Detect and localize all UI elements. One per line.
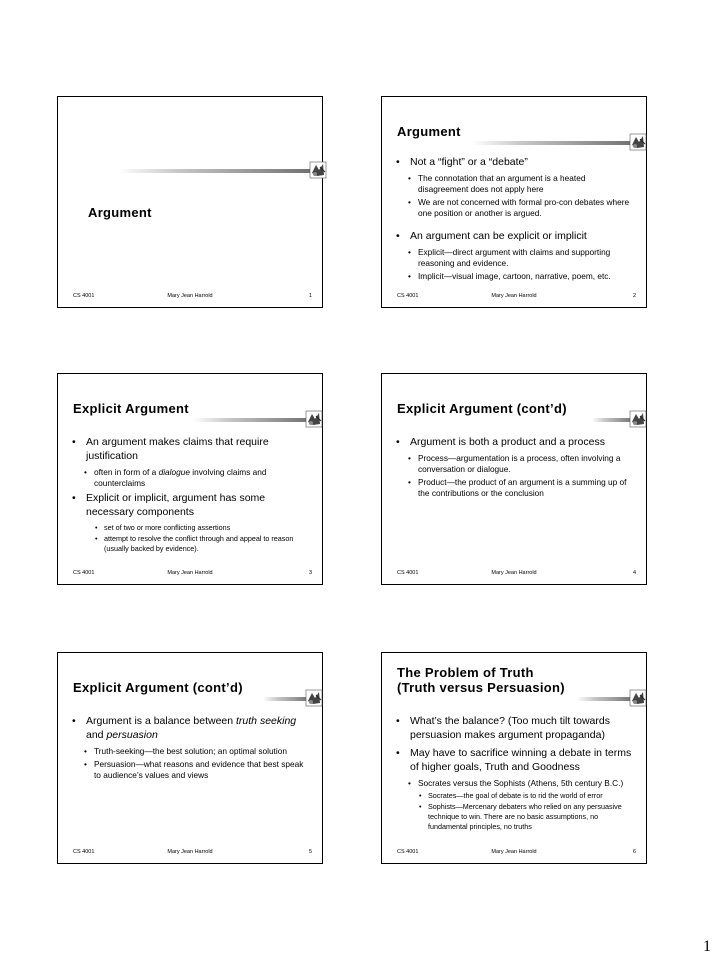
slide-2 [381, 96, 647, 308]
slide-title: Argument [397, 124, 461, 139]
page-number: 1 [703, 938, 711, 955]
slide-title: Explicit Argument [73, 401, 189, 416]
slide-logo-icon [629, 689, 647, 707]
footer-slide-number: 6 [632, 849, 636, 855]
sub-sub-bullet: • Sophists—Mercenary debaters who relied on any persuasive technique to win. There are no basic assumptions, no fundamental principles, no truths [396, 802, 636, 832]
footer-slide-number: 3 [308, 570, 312, 576]
sub-bullet: • Explicit—direct argument with claims and supporting reasoning and evidence. [396, 247, 636, 269]
slide-divider [193, 418, 310, 422]
sub-bullet: • Socrates versus the Sophists (Athens, 5th century B.C.) [396, 778, 636, 789]
bullet: • Argument is a balance between truth seeking and persuasion [72, 714, 312, 742]
slide-divider [577, 697, 634, 701]
footer-author: Mary Jean Harrold [167, 849, 213, 855]
footer-slide-number: 2 [632, 293, 636, 299]
slide-5 [57, 652, 323, 864]
slide-title: Argument [88, 205, 152, 220]
footer-course: CS 4001 [397, 293, 419, 299]
slide-body [72, 714, 312, 783]
bullet: • Not a “fight” or a “debate” [396, 155, 636, 169]
footer-author: Mary Jean Harrold [491, 570, 537, 576]
slide-title: Explicit Argument (cont’d) [397, 401, 567, 416]
slide-6 [381, 652, 647, 864]
sub-bullet: • Implicit—visual image, cartoon, narrative, poem, etc. [396, 271, 636, 282]
footer-slide-number: 1 [308, 293, 312, 299]
footer-course: CS 4001 [73, 293, 95, 299]
sub-bullet: • Persuasion—what reasons and evidence that best speak to audience’s values and views [72, 759, 312, 781]
footer-course: CS 4001 [397, 849, 419, 855]
footer-author: Mary Jean Harrold [167, 570, 213, 576]
sub-bullet: • The connotation that an argument is a heated disagreement does not apply here [396, 173, 636, 195]
slide-1 [57, 96, 323, 308]
slide-divider [592, 418, 634, 422]
slide-body [72, 435, 312, 555]
slide-divider [263, 697, 310, 701]
slide-logo-icon [629, 410, 647, 428]
bullet: • What’s the balance? (Too much tilt towards persuasion makes argument propaganda) [396, 714, 636, 742]
footer-author: Mary Jean Harrold [491, 849, 537, 855]
bullet: • Argument is both a product and a process [396, 435, 636, 449]
footer-course: CS 4001 [73, 570, 95, 576]
footer-course: CS 4001 [73, 849, 95, 855]
sub-bullet: • We are not concerned with formal pro-con debates where one position or another is argued. [396, 197, 636, 219]
footer-author: Mary Jean Harrold [167, 293, 213, 299]
bullet: • May have to sacrifice winning a debate in terms of higher goals, Truth and Goodness [396, 746, 636, 774]
slide-3 [57, 373, 323, 585]
slide-logo-icon [309, 161, 327, 179]
slide-title: Explicit Argument (cont’d) [73, 680, 243, 695]
sub-sub-bullet: • attempt to resolve the conflict through and appeal to reason (usually backed by evidence). [72, 534, 312, 554]
slide-logo-icon [629, 133, 647, 151]
slide-divider [472, 141, 634, 145]
slide-logo-icon [305, 689, 323, 707]
bullet: • An argument can be explicit or implicit [396, 229, 636, 243]
footer-course: CS 4001 [397, 570, 419, 576]
sub-bullet: • often in form of a dialogue involving claims and counterclaims [72, 467, 312, 489]
footer-slide-number: 5 [308, 849, 312, 855]
sub-bullet: • Product—the product of an argument is a summing up of the contributions or the conclusion [396, 477, 636, 499]
slide-divider [118, 169, 313, 173]
sub-sub-bullet: • Socrates—the goal of debate is to rid the world of error [396, 791, 636, 801]
slide-logo-icon [305, 410, 323, 428]
slide-title: The Problem of Truth (Truth versus Persuasion) [397, 665, 565, 695]
sub-bullet: • Process—argumentation is a process, often involving a conversation or dialogue. [396, 453, 636, 475]
footer-author: Mary Jean Harrold [491, 293, 537, 299]
slide-body [396, 435, 636, 501]
sub-sub-bullet: • set of two or more conflicting assertions [72, 523, 312, 533]
footer-slide-number: 4 [632, 570, 636, 576]
sub-bullet: • Truth-seeking—the best solution; an optimal solution [72, 746, 312, 757]
bullet: • An argument makes claims that require justification [72, 435, 312, 463]
slide-body [396, 155, 636, 284]
slide-body [396, 714, 636, 833]
slide-4 [381, 373, 647, 585]
bullet: • Explicit or implicit, argument has some necessary components [72, 491, 312, 519]
